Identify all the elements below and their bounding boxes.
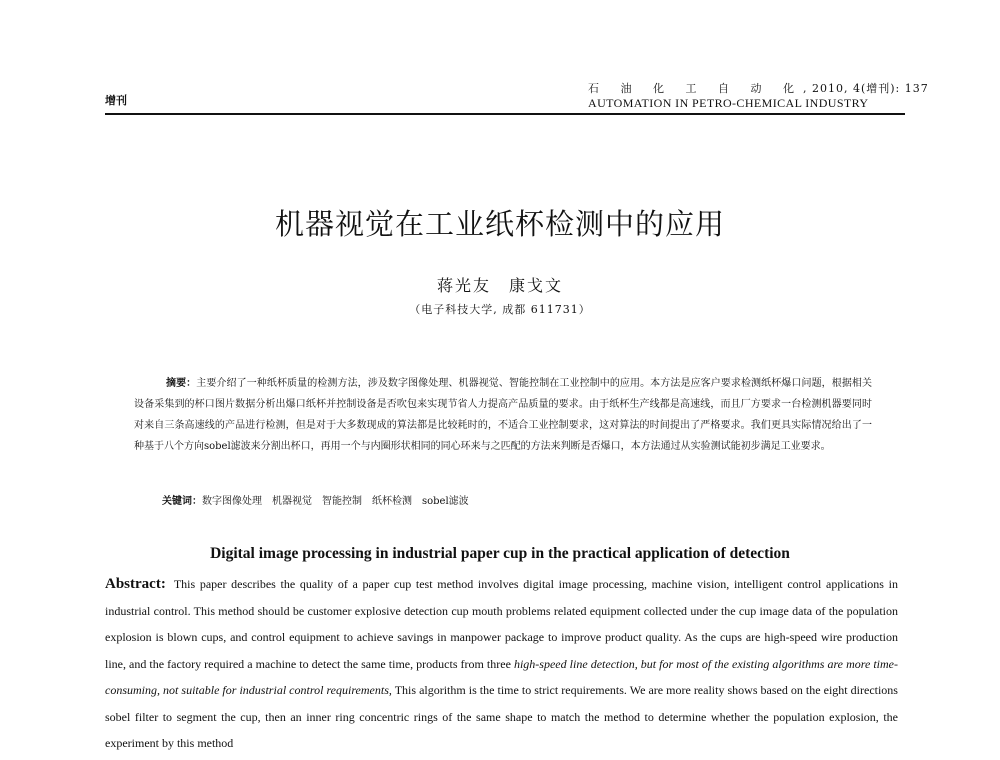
journal-header <box>588 80 929 96</box>
abstract-cn <box>134 373 872 457</box>
journal-title-cn: 石 油 化 工 自 动 化 <box>588 82 803 95</box>
abstract-en-text-2: This algorithm is the time to strict requirements. We are more reality shows based on the eight directions sobel filter to segment the cup, then an inner ring concentric rings of the same shape to match the method to determine whether the population explosion, the experiment by this method <box>105 683 898 750</box>
paper-title-en: Digital image processing in industrial paper cup in the practical application of detection <box>210 545 790 562</box>
abstract-en-text-italic: high-speed line detection, but for most of the existing algorithms are more time-consuming, not suitable for industrial control requirements, <box>105 656 898 697</box>
journal-title-en: AUTOMATION IN PETRO-CHEMICAL INDUSTRY <box>588 96 869 110</box>
keywords <box>162 492 469 507</box>
paper-title-cn: 机器视觉在工业纸杯检测中的应用 <box>274 207 725 241</box>
header-rule <box>105 113 905 115</box>
authors: 蒋光友 康戈文 <box>436 276 563 295</box>
abstract-cn-text: 主要介绍了一种纸杯质量的检测方法，涉及数字图像处理、机器视觉、智能控制在工业控制中的应用。本方法是应客户要求检测纸杯爆口问题，根据相关设备采集到的杯口图片数据分析出爆口纸杯并控制设备是否吹包来实现节省人力提高产品质量的要求。由于纸杯生产线都是高速线，而且厂方要求一台检测机器要同时对来自三条高速线的产品进行检测，但是对于大多数现成的算法都是比较耗时的，不适合工业控制要求，这对算法的时间提出了严格要求。我们更具实际情况给出了一种基于八个方向sobel滤波来分割出杯口，再用一个与内圈形状相同的同心环来与之匹配的方法来判断是否爆口，本方法通过从实验测试能初步满足工业要求。 <box>134 378 873 452</box>
affiliation: （电子科技大学, 成都 611731） <box>409 303 591 316</box>
abstract-en <box>105 571 898 757</box>
keywords-text: 数字图像处理 机器视觉 智能控制 纸杯检测 sobel滤波 <box>202 496 469 507</box>
abstract-cn-label: 摘要： <box>166 378 197 389</box>
issue-info: , 2010, 4(增刊): 137 <box>802 82 929 95</box>
section-label: 增刊 <box>105 94 127 107</box>
abstract-en-label: Abstract: <box>105 576 166 592</box>
abstract-en-text-1: This paper describes the quality of a paper cup test method involves digital image processing, machine vision, intelligent control applications in industrial control. This method should be customer explosive detection cup mouth problems related equipment collected under the cup image data of the population explosion is blown cups, and control equipment to achieve savings in manpower package to improve product quality. As the cups are high-speed wire production line, and the factory required a machine to detect the same time, products from three <box>105 577 898 671</box>
keywords-label: 关键词： <box>162 496 202 507</box>
